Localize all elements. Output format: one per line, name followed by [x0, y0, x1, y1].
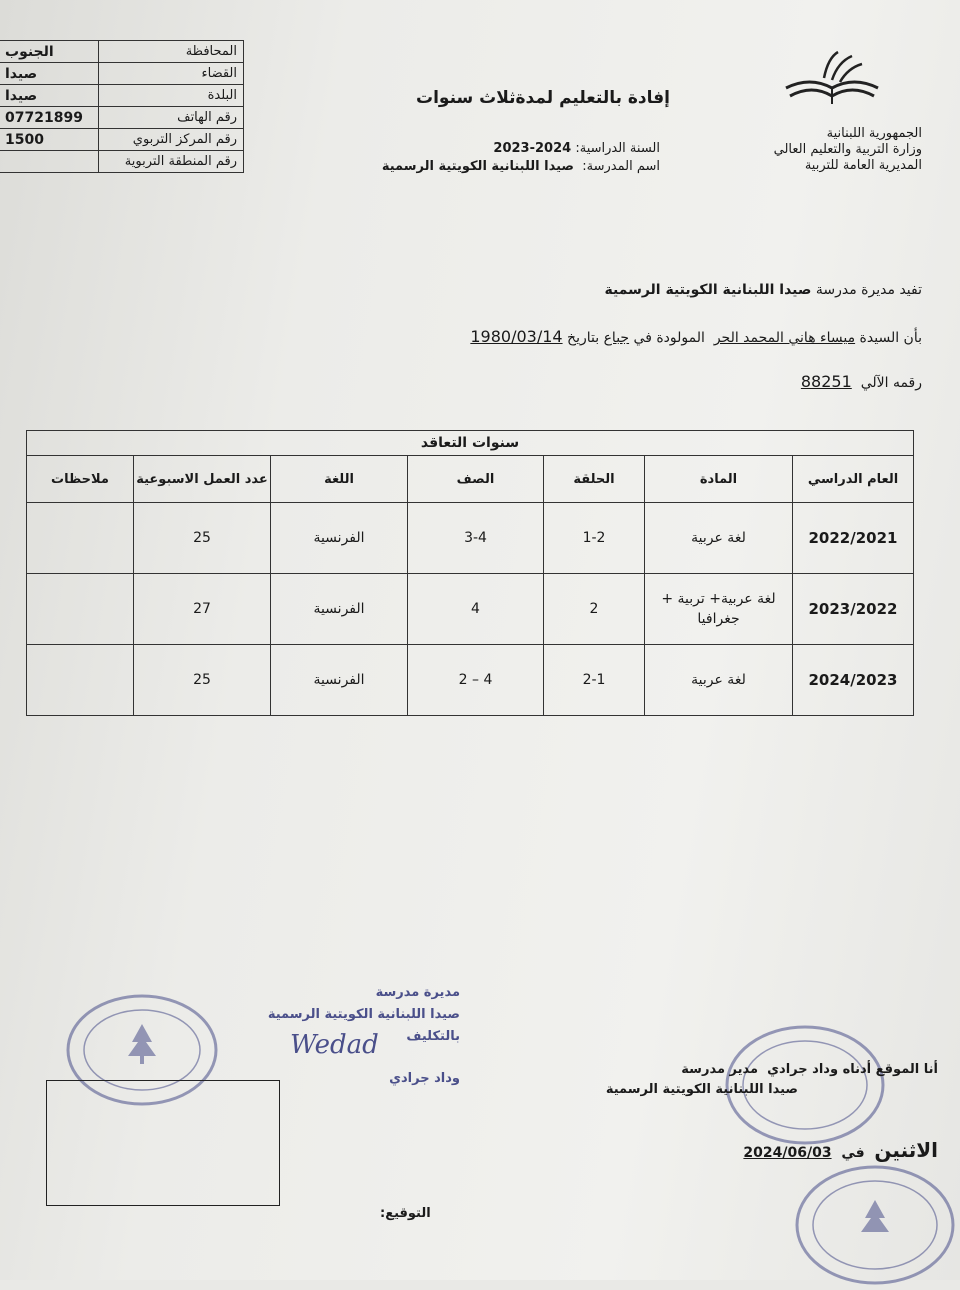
birth-place: جباع — [603, 330, 630, 346]
teacher-name: ميساء هاني المحمد الحر — [713, 330, 856, 346]
statement-line-3 — [801, 372, 922, 391]
col-header-notes: ملاحظات — [27, 456, 134, 503]
cell-year: 2023/2022 — [793, 574, 914, 645]
info-label: البلدة — [99, 85, 244, 107]
school-name-row — [360, 158, 660, 176]
statement-school: صيدا اللبنانية الكويتية الرسمية — [604, 282, 812, 298]
director-name: وداد جرادي — [389, 1071, 460, 1086]
cell-cycle: 1-2 — [544, 503, 645, 574]
col-header-language: اللغة — [271, 456, 408, 503]
id-number: 88251 — [800, 372, 852, 391]
ack-role: مدير مدرسة — [681, 1062, 759, 1077]
info-row — [0, 63, 244, 85]
cell-class: 4 — [408, 574, 544, 645]
cell-notes — [27, 645, 134, 716]
ack-prefix: أنا الموقع أدناه — [842, 1062, 938, 1077]
signature-label: التوقيع: — [380, 1206, 431, 1221]
info-label: المحافظة — [99, 41, 244, 63]
cell-weekly-hours: 25 — [134, 503, 271, 574]
ministry-book-logo-icon — [782, 48, 882, 118]
republic-line: الجمهورية اللبنانية — [826, 126, 922, 141]
cell-language: الفرنسية — [271, 645, 408, 716]
ministry-header — [700, 126, 922, 174]
school-name-value: صيدا اللبنانية الكويتية الرسمية — [381, 159, 574, 174]
info-row — [0, 41, 244, 63]
official-seal-stamp-icon — [790, 1160, 960, 1290]
day-name: الاثنين — [874, 1138, 938, 1162]
school-info-table — [0, 40, 244, 173]
table-row — [27, 503, 914, 574]
cell-notes — [27, 503, 134, 574]
col-header-subject: المادة — [645, 456, 793, 503]
info-row — [0, 151, 244, 173]
info-row — [0, 85, 244, 107]
signature-box — [46, 1080, 280, 1206]
table-caption: سنوات التعاقد — [27, 431, 914, 456]
info-value: صيدا — [0, 85, 99, 107]
info-value: 07721899 — [0, 107, 99, 129]
cell-class: 3-4 — [408, 503, 544, 574]
cell-year: 2024/2023 — [793, 645, 914, 716]
info-value: صيدا — [0, 63, 99, 85]
director-school: صيدا اللبنانية الكويتية الرسمية بالتكليف — [267, 1007, 460, 1044]
in-label: في — [841, 1145, 865, 1161]
info-row — [0, 129, 244, 151]
contract-years-table — [26, 430, 914, 716]
cell-cycle: 2 — [544, 574, 645, 645]
cell-year: 2022/2021 — [793, 503, 914, 574]
info-value: 1500 — [0, 129, 99, 151]
handwritten-signature: Wedad — [290, 1030, 379, 1060]
cell-weekly-hours: 25 — [134, 645, 271, 716]
cell-subject: لغة عربية+ تربية + جغرافيا — [645, 574, 793, 645]
info-value: الجنوب — [0, 41, 99, 63]
born-label: المولودة في — [633, 330, 705, 346]
info-label: رقم المنطقة التربوية — [99, 151, 244, 173]
info-label: رقم المركز التربوي — [99, 129, 244, 151]
acknowledgment-text — [606, 1060, 938, 1100]
info-label: القضاء — [99, 63, 244, 85]
info-row — [0, 107, 244, 129]
table-row — [27, 574, 914, 645]
document-title: إفادة بالتعليم لمدةثلاث سنوات — [416, 88, 670, 108]
cell-weekly-hours: 27 — [134, 574, 271, 645]
director-title: مديرة مدرسة — [375, 985, 460, 1000]
ack-line-1 — [606, 1060, 938, 1080]
directorate-line: المديرية العامة للتربية — [804, 158, 922, 173]
school-meta — [360, 140, 660, 176]
info-value — [0, 151, 99, 173]
cell-cycle: 2-1 — [544, 645, 645, 716]
statement-line-2 — [470, 327, 922, 346]
ministry-line: وزارة التربية والتعليم العالي — [773, 142, 922, 157]
id-label: رقمه الآلي — [860, 375, 922, 391]
col-header-weekly-hours: عدد العمل الاسبوعية — [134, 456, 271, 503]
academic-year-row — [360, 140, 660, 158]
name-prefix: بأن السيدة — [859, 330, 922, 346]
cell-subject: لغة عربية — [645, 645, 793, 716]
academic-year-value: 2024-2023 — [493, 141, 572, 156]
ack-name: وداد جرادي — [767, 1062, 839, 1077]
col-header-cycle: الحلقة — [544, 456, 645, 503]
cell-language: الفرنسية — [271, 574, 408, 645]
ack-school: صيدا اللبنانية الكويتية الرسمية — [605, 1082, 798, 1097]
signing-date — [743, 1138, 938, 1162]
col-header-class: الصف — [408, 456, 544, 503]
info-label: رقم الهاتف — [99, 107, 244, 129]
statement-prefix: تفيد مديرة مدرسة — [815, 282, 922, 298]
date-label: بتاريخ — [567, 330, 600, 346]
cell-language: الفرنسية — [271, 503, 408, 574]
birth-date: 1980/03/14 — [470, 327, 563, 346]
cell-class: 4 – 2 — [408, 645, 544, 716]
academic-year-label: السنة الدراسية: — [575, 141, 660, 156]
table-row — [27, 645, 914, 716]
statement-line-1 — [604, 282, 922, 298]
col-header-year: العام الدراسي — [793, 456, 914, 503]
table-header-row — [27, 456, 914, 503]
date-value: 2024/06/03 — [743, 1145, 832, 1161]
cell-subject: لغة عربية — [645, 503, 793, 574]
cell-notes — [27, 574, 134, 645]
school-label: اسم المدرسة: — [582, 159, 660, 174]
